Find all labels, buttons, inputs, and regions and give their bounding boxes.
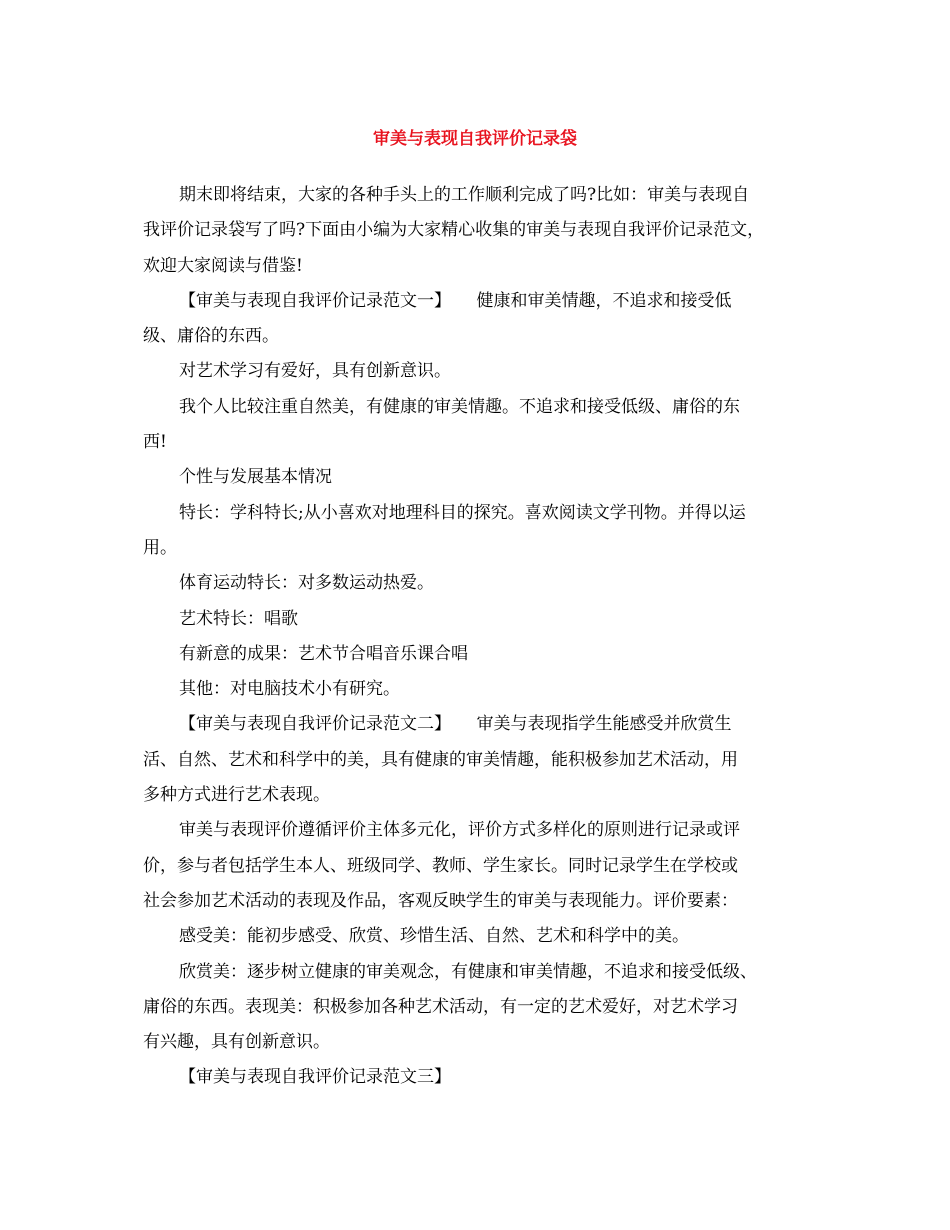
- text-line: 【审美与表现自我评价记录范文二】 审美与表现指学生能感受并欣赏生: [179, 714, 732, 735]
- text-line: 用。: [143, 537, 177, 558]
- text-line: 活、自然、艺术和科学中的美，具有健康的审美情趣，能积极参加艺术活动，用: [143, 749, 738, 770]
- text-line: 我评价记录袋写了吗?下面由小编为大家精心收集的审美与表现自我评价记录范文，: [143, 220, 765, 241]
- text-line: 艺术特长：唱歌: [179, 608, 298, 629]
- text-line: 级、庸俗的东西。: [143, 326, 279, 347]
- text-line: 社会参加艺术活动的表现及作品，客观反映学生的审美与表现能力。评价要素：: [143, 890, 738, 911]
- text-line: 有新意的成果：艺术节合唱音乐课合唱: [179, 643, 468, 664]
- document-body: [143, 178, 823, 1096]
- text-line: 庸俗的东西。表现美：积极参加各种艺术活动，有一定的艺术爱好，对艺术学习: [143, 996, 738, 1017]
- text-line: 个性与发展基本情况: [179, 467, 332, 488]
- text-line: 体育运动特长：对多数运动热爱。: [179, 573, 434, 594]
- text-line: 【审美与表现自我评价记录范文一】 健康和审美情趣，不追求和接受低: [179, 290, 732, 311]
- text-line: 多种方式进行艺术表现。: [143, 785, 330, 806]
- text-line: 其他：对电脑技术小有研究。: [179, 679, 400, 700]
- text-line: 期末即将结束，大家的各种手头上的工作顺利完成了吗?比如：审美与表现自: [179, 185, 750, 205]
- document-title: 审美与表现自我评价记录袋: [373, 129, 577, 149]
- text-line: 感受美：能初步感受、欣赏、珍惜生活、自然、艺术和科学中的美。: [179, 926, 689, 947]
- text-line: 审美与表现评价遵循评价主体多元化，评价方式多样化的原则进行记录或评: [179, 820, 740, 841]
- text-line: 我个人比较注重自然美，有健康的审美情趣。不追求和接受低级、庸俗的东: [179, 396, 740, 417]
- text-line: 有兴趣，具有创新意识。: [143, 1032, 330, 1053]
- text-line: 对艺术学习有爱好，具有创新意识。: [179, 361, 451, 382]
- text-line: 特长：学科特长;从小喜欢对地理科目的探究。喜欢阅读文学刊物。并得以运: [179, 502, 746, 523]
- text-line: 价，参与者包括学生本人、班级同学、教师、学生家长。同时记录学生在学校或: [143, 855, 738, 876]
- text-line: 欢迎大家阅读与借鉴!: [143, 255, 303, 276]
- text-line: 欣赏美：逐步树立健康的审美观念，有健康和审美情趣，不追求和接受低级、: [179, 961, 757, 982]
- text-line: 【审美与表现自我评价记录范文三】: [179, 1067, 451, 1088]
- text-line: 西!: [143, 432, 167, 453]
